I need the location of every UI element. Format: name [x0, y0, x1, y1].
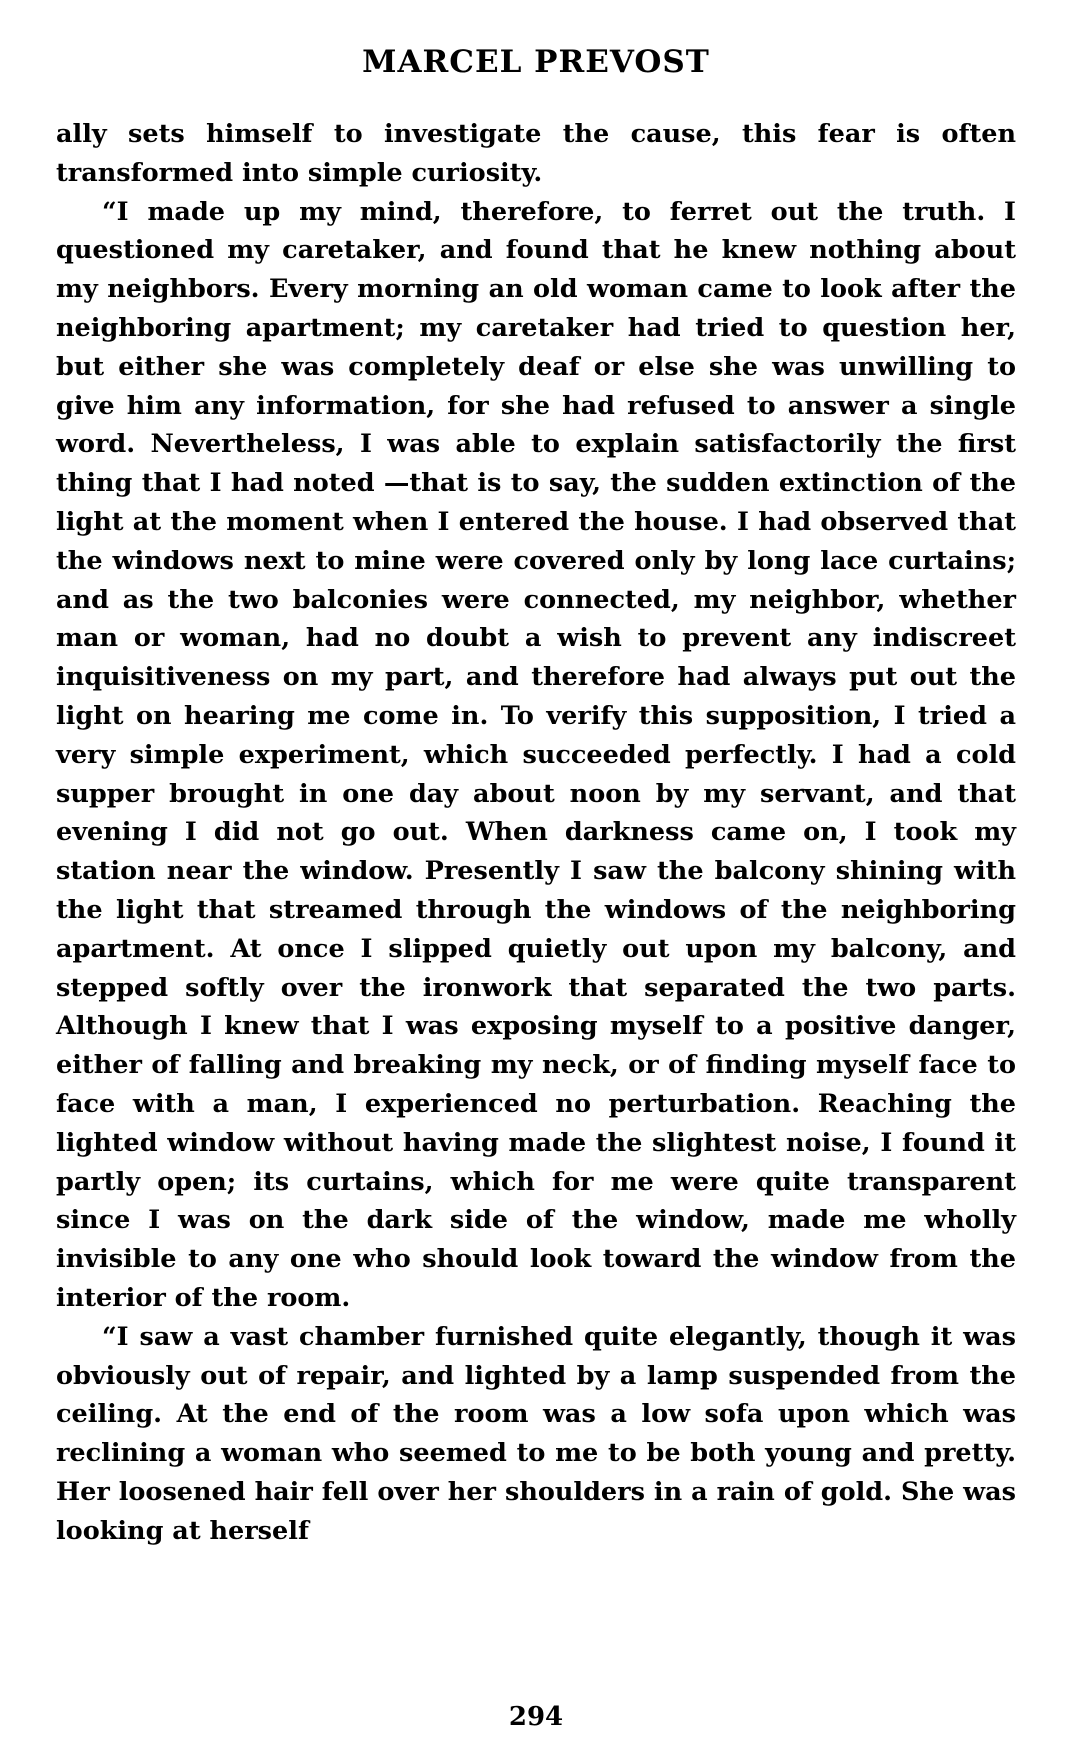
- book-page: [56, 0, 1016, 1754]
- paragraph-continuation: ally sets himself to investigate the cause, this fear is often transformed into simple curiosity.: [56, 119, 1016, 188]
- body-text: [56, 115, 1016, 1550]
- paragraph-ferret-out-truth: “I made up my mind, therefore, to ferret out the truth. I questioned my caretaker, and found that he knew nothing about my neighbors. Every morning an old woman came to look after the neighboring apartment; my caretaker had tried to question her, but either she was completely deaf or else she was unwilling to give him any information, for she had refused to answer a single word. Nevertheless, I was able to explain satisfactorily the first thing that I had noted —that is to say, the sudden extinction of the light at the moment when I entered the house. I had observed that the windows next to mine were covered only by long lace curtains; and as the two balconies were connected, my neighbor, whether man or woman, had no doubt a wish to prevent any indiscreet inquisitiveness on my part, and therefore had always put out the light on hearing me come in. To verify this supposition, I tried a very simple experiment, which succeeded perfectly. I had a cold supper brought in one day about noon by my servant, and that evening I did not go out. When darkness came on, I took my station near the window. Presently I saw the balcony shining with the light that streamed through the windows of the neighboring apartment. At once I slipped quietly out upon my balcony, and stepped softly over the ironwork that separated the two parts. Although I knew that I was exposing myself to a positive danger, either of falling and breaking my neck, or of finding myself face to face with a man, I experienced no perturbation. Reaching the lighted window without having made the slightest noise, I found it partly open; its curtains, which for me were quite transparent since I was on the dark side of the window, made me wholly invisible to any one who should look toward the window from the interior of the room.: [56, 196, 1016, 1313]
- paragraph-vast-chamber: “I saw a vast chamber furnished quite elegantly, though it was obviously out of repair, and lighted by a lamp suspended from the ceiling. At the end of the room was a low sofa upon which was reclining a woman who seemed to me to be both young and pretty. Her loosened hair fell over her shoulders in a rain of gold. She was looking at herself: [56, 1321, 1016, 1546]
- running-head: MARCEL PREVOST: [362, 44, 710, 80]
- page-number: 294: [508, 1702, 564, 1732]
